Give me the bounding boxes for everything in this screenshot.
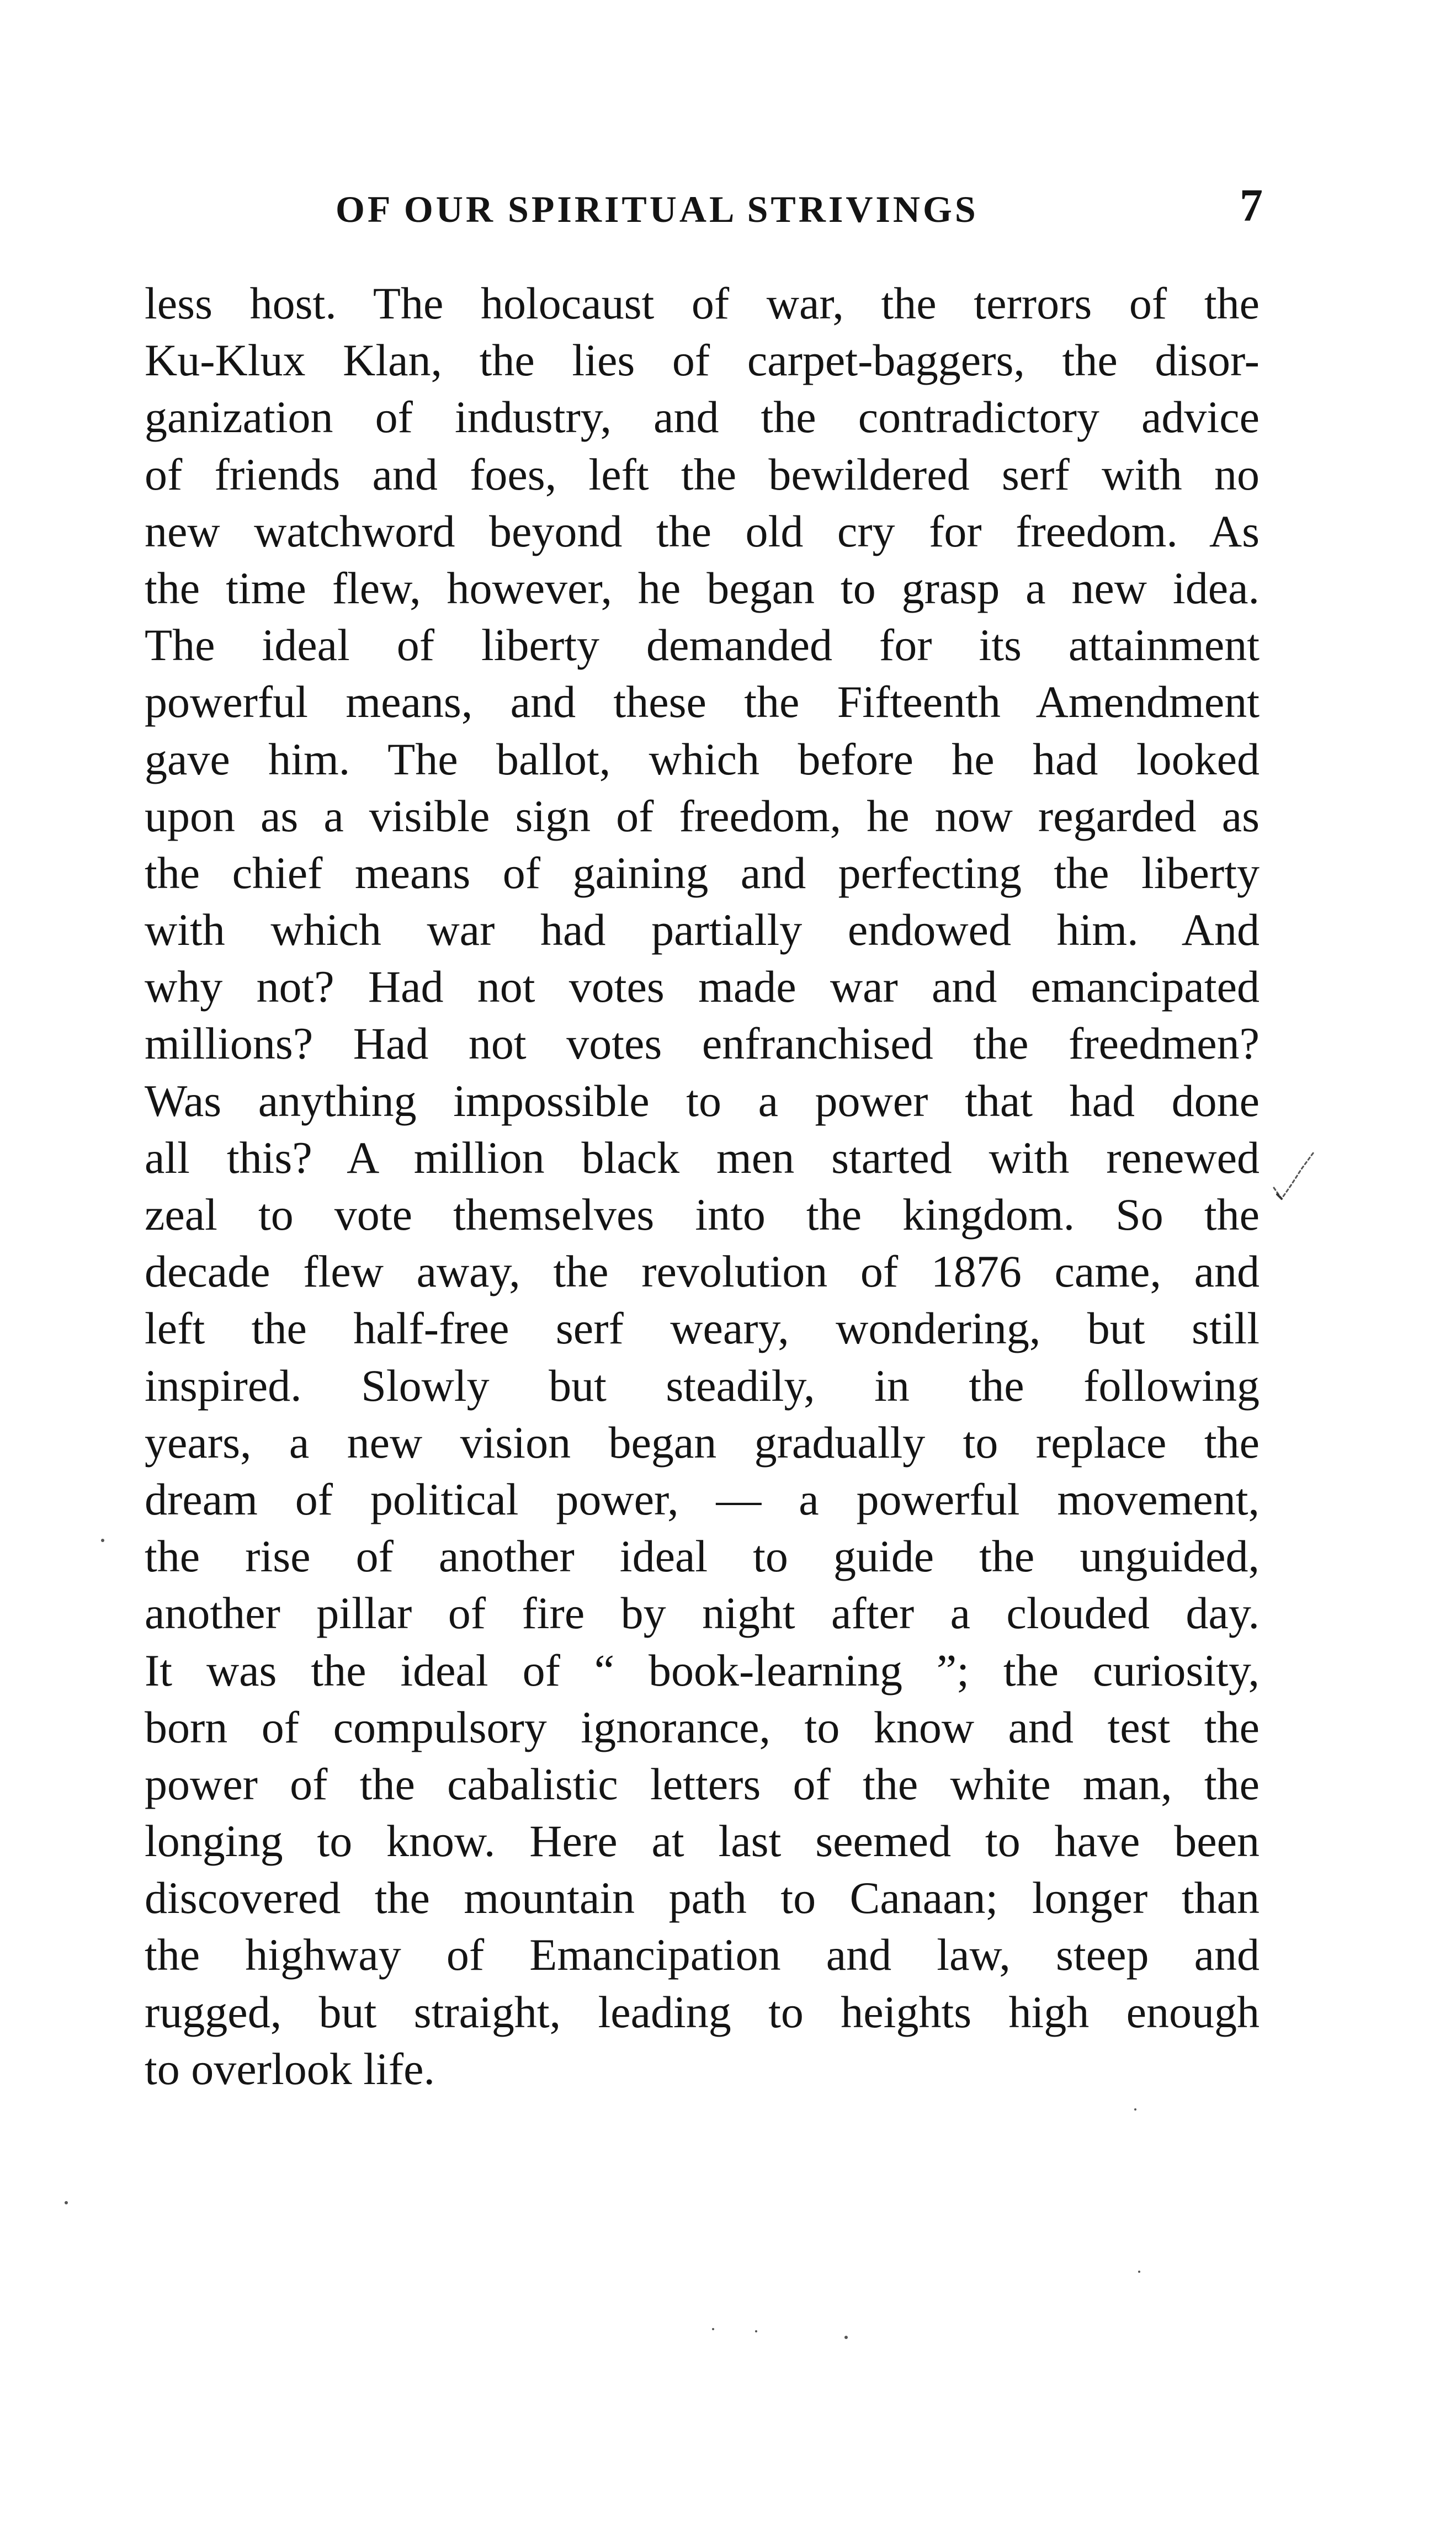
text-line: upon as a visible sign of freedom, he now regarded as [145,790,1260,841]
text-line: The ideal of liberty demanded for its attainment [145,620,1260,671]
running-head [148,182,1263,237]
text-line: Ku-Klux Klan, the lies of carpet-baggers, the disor- [145,335,1260,386]
text-line: zeal to vote themselves into the kingdom. So the [145,1189,1260,1240]
text-line: less host. The holocaust of war, the terrors of the [145,278,1260,328]
paper-speck [1134,2108,1136,2111]
text-line: the time flew, however, he began to grasp a new idea. [145,562,1260,613]
text-line: It was the ideal of “ book-learning ”; the curiosity, [145,1645,1260,1695]
text-line: the highway of Emancipation and law, steep and [145,1930,1260,1980]
text-line: gave him. The ballot, which before he had looked [145,734,1260,784]
text-line: powerful means, and these the Fifteenth Amendment [145,677,1260,727]
text-line: Was anything impossible to a power that had done [145,1075,1260,1126]
text-line: inspired. Slowly but steadily, in the following [145,1360,1260,1411]
text-line: dream of political power, — a powerful movement, [145,1474,1260,1524]
text-line: the rise of another ideal to guide the unguided, [145,1531,1260,1582]
text-line: all this? A million black men started with renewed [145,1132,1260,1183]
text-line: to overlook life. [145,2043,435,2094]
text-line: ganization of industry, and the contradictory advice [145,392,1260,443]
text-line: decade flew away, the revolution of 1876 came, and [145,1246,1260,1297]
text-line: years, a new vision began gradually to replace the [145,1417,1260,1468]
text-line: of friends and foes, left the bewildered serf with no [145,449,1260,499]
paper-speck [755,2330,757,2332]
paper-speck [101,1539,104,1542]
text-line: the chief means of gaining and perfecting the liberty [145,847,1260,898]
text-line: left the half-free serf weary, wondering, but still [145,1303,1260,1354]
paper-speck [1138,2271,1140,2273]
text-line: millions? Had not votes enfranchised the freedmen? [145,1018,1260,1069]
text-line: power of the cabalistic letters of the white man, the [145,1758,1260,1809]
paper-speck [844,2336,848,2339]
pencil-check-mark [1269,1148,1319,1209]
text-line: born of compulsory ignorance, to know and test the [145,1702,1260,1752]
running-title: OF OUR SPIRITUAL STRIVINGS [336,188,979,230]
paper-speck [712,2328,714,2330]
text-line: why not? Had not votes made war and emancipated [145,961,1260,1012]
body-text [145,275,1260,2097]
text-line: new watchword beyond the old cry for freedom. As [145,506,1260,556]
text-line: discovered the mountain path to Canaan; longer than [145,1873,1260,1923]
text-line: longing to know. Here at last seemed to have been [145,1816,1260,1867]
text-line: with which war had partially endowed him. And [145,905,1260,955]
text-line: rugged, but straight, leading to heights high enough [145,1986,1260,2037]
paper-speck [65,2201,68,2204]
page-number: 7 [1240,180,1263,231]
text-line: another pillar of fire by night after a clouded day. [145,1588,1260,1639]
